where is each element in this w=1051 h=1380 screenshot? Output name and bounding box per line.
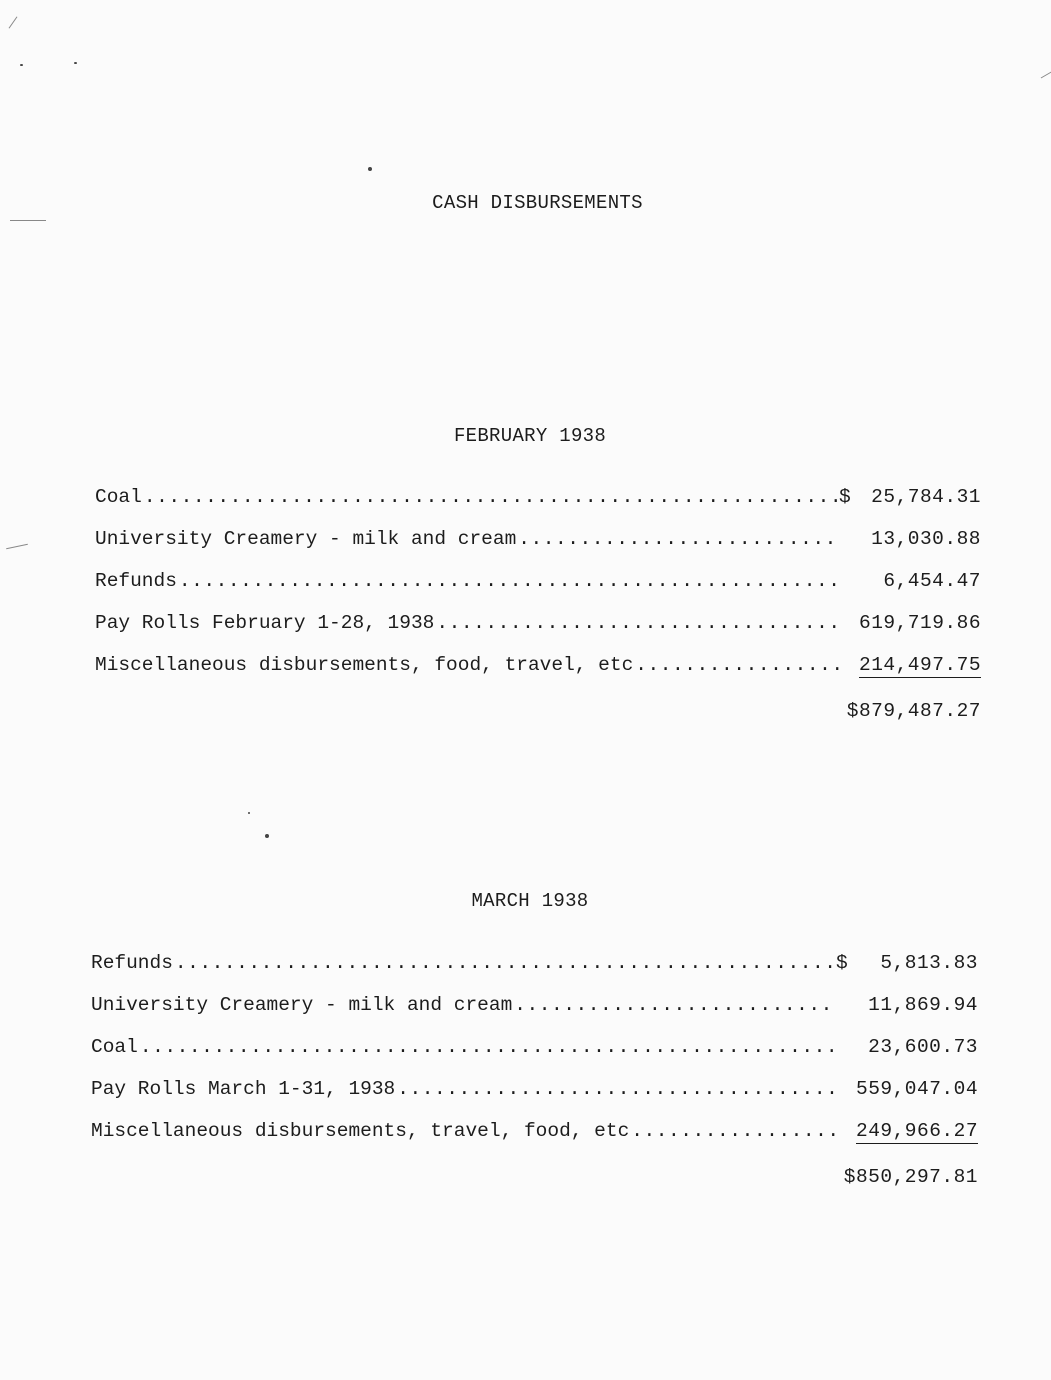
row-amount: 619,719.86 xyxy=(859,612,982,634)
section-total: $879,487.27 xyxy=(846,700,981,722)
row-label: Coal xyxy=(91,1036,138,1058)
row-label: Refunds xyxy=(95,570,177,592)
row-amount: 25,784.31 xyxy=(871,486,981,508)
row-label: Pay Rolls February 1-28, 1938 xyxy=(95,612,435,634)
ledger-row xyxy=(95,612,981,654)
dot-leader xyxy=(631,1120,836,1142)
ledger-row xyxy=(91,1078,978,1120)
row-label: Pay Rolls March 1-31, 1938 xyxy=(91,1078,396,1100)
row-amount: 6,454.47 xyxy=(883,570,981,592)
scan-mark xyxy=(6,544,28,550)
dollar-sign: $ xyxy=(836,952,848,974)
row-amount: 249,966.27 xyxy=(856,1120,979,1142)
section-total: $850,297.81 xyxy=(843,1166,978,1188)
scan-speck xyxy=(265,834,269,838)
scan-mark xyxy=(10,220,46,221)
row-amount: 559,047.04 xyxy=(856,1078,979,1100)
ledger-row xyxy=(95,528,981,570)
dot-leader xyxy=(397,1078,836,1100)
section-february-rows xyxy=(95,486,981,740)
scan-speck xyxy=(368,167,372,171)
row-amount: 214,497.75 xyxy=(859,654,982,676)
dot-leader xyxy=(144,486,839,508)
dot-leader xyxy=(179,570,839,592)
dot-leader xyxy=(175,952,836,974)
row-label: Coal xyxy=(95,486,142,508)
dot-leader xyxy=(514,994,836,1016)
row-amount: 13,030.88 xyxy=(871,528,981,550)
row-label: University Creamery - milk and cream xyxy=(91,994,513,1016)
dot-leader xyxy=(140,1036,836,1058)
ledger-row xyxy=(95,570,981,612)
dot-leader xyxy=(518,528,839,550)
scan-speck xyxy=(74,62,77,64)
row-amount: 11,869.94 xyxy=(868,994,978,1016)
dot-leader xyxy=(635,654,839,676)
row-label: Miscellaneous disbursements, food, travel, etc xyxy=(95,654,634,676)
row-label: Refunds xyxy=(91,952,173,974)
ledger-row xyxy=(95,654,981,696)
ledger-row xyxy=(95,486,981,528)
ledger-row xyxy=(91,1120,978,1162)
ledger-row xyxy=(91,1036,978,1078)
scan-mark xyxy=(9,16,18,28)
dot-leader xyxy=(436,612,839,634)
scan-speck xyxy=(248,812,250,814)
dollar-sign: $ xyxy=(839,486,851,508)
document-title: CASH DISBURSEMENTS xyxy=(432,192,643,214)
section-march-rows xyxy=(91,952,978,1206)
scan-mark xyxy=(1041,71,1051,79)
row-label: Miscellaneous disbursements, travel, food, etc xyxy=(91,1120,630,1142)
row-amount: 23,600.73 xyxy=(868,1036,978,1058)
ledger-row xyxy=(91,994,978,1036)
row-label: University Creamery - milk and cream xyxy=(95,528,517,550)
row-amount: 5,813.83 xyxy=(880,952,978,974)
ledger-row xyxy=(91,952,978,994)
section-heading-march: MARCH 1938 xyxy=(471,890,589,912)
scan-speck xyxy=(20,64,23,66)
section-heading-february: FEBRUARY 1938 xyxy=(453,425,607,447)
